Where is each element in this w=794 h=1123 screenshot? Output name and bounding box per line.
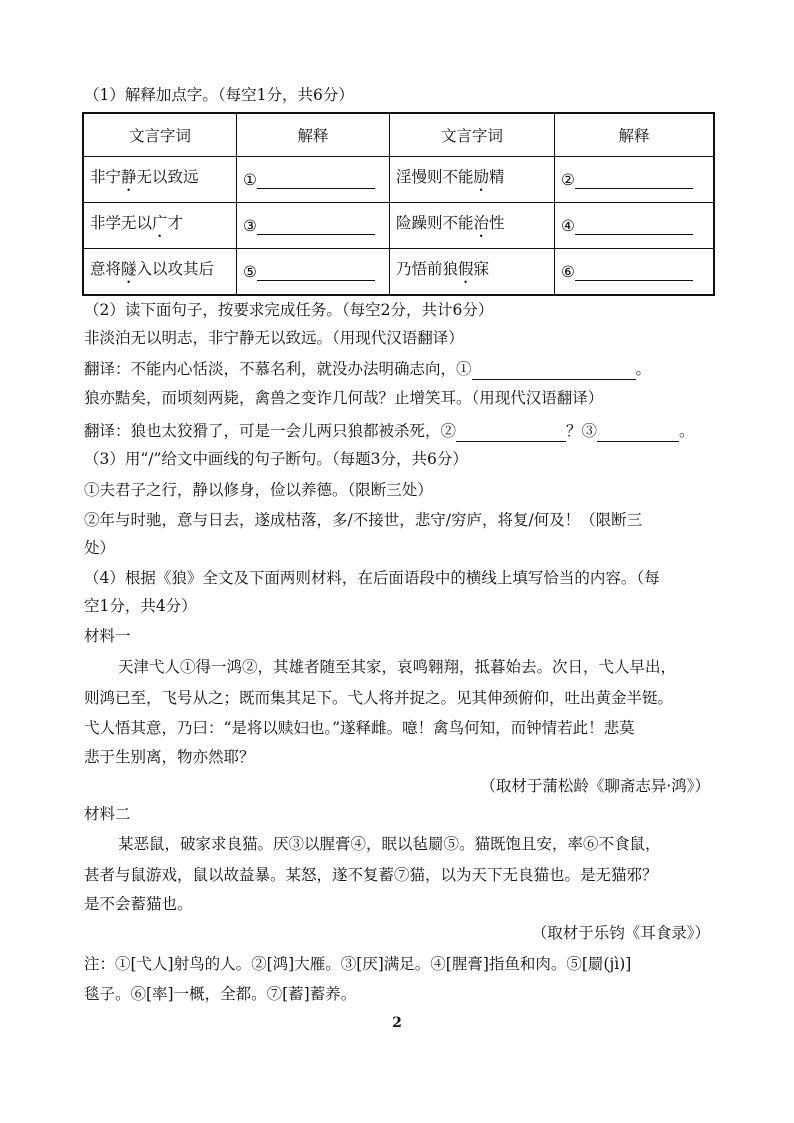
q3-sentence-1: ①夫君子之行，静以修身，俭以养德。（限断三处） <box>84 481 433 499</box>
header-explain: 解释 <box>237 113 390 157</box>
material-1-label: 材料一 <box>84 627 131 645</box>
vocab-table <box>82 112 715 296</box>
q3-sentence-2: ②年与时驰，意与日去，遂成枯落，多/不接世，悲守/穷庐，将复/何及！（限断三 <box>84 511 643 529</box>
material-1-source: （取材于蒲松龄《聊斋志异·鸿》） <box>480 777 710 795</box>
material-2-line: 某恶鼠，破家求良猫。厌③以腥膏④，眠以毡罽⑤。猫既饱且安，率⑥不食鼠， <box>118 835 661 853</box>
answer-cell[interactable]: ② <box>555 157 715 203</box>
table-row <box>83 157 714 203</box>
table-row <box>83 203 714 249</box>
table-header-row <box>83 113 714 157</box>
q3-title: （3）用“/”给文中画线的句子断句。（每题3分，共6分） <box>84 450 468 468</box>
notes: 注：①[弋人]射鸟的人。②[鸿]大雁。③[厌]满足。④[腥膏]指鱼和肉。⑤[罽(jì)] <box>84 955 632 973</box>
answer-blank-3[interactable] <box>597 423 679 442</box>
answer-cell[interactable]: ⑤ <box>237 249 390 296</box>
word-cell: 险躁则不能治性 <box>390 203 555 249</box>
word-cell: 意将隧入以攻其后 <box>83 249 237 296</box>
material-1-line: 悲于生别离，物亦然耶？ <box>84 748 255 766</box>
material-2-label: 材料二 <box>84 805 131 823</box>
answer-blank-2[interactable] <box>456 423 566 442</box>
q3-sentence-2-cont: 处） <box>84 539 116 557</box>
material-2-line: 是不会蓄猫也。 <box>84 895 193 913</box>
word-cell: 非学无以广才 <box>83 203 237 249</box>
notes-cont: 毯子。⑥[率]一概，全都。⑦[蓄]蓄养。 <box>84 985 357 1003</box>
page-number: 2 <box>392 1015 402 1031</box>
material-1-line: 弋人悟其意，乃曰：“是将以赎妇也。”遂释雌。噫！禽鸟何知，而钟情若此！悲莫 <box>84 719 635 737</box>
word-cell: 非宁静无以致远 <box>83 157 237 203</box>
word-cell: 淫慢则不能励精 <box>390 157 555 203</box>
q2-translation-2: 翻译：狼也太狡猾了，可是一会儿两只狼都被杀死，② ？③ 。 <box>84 422 695 440</box>
header-word: 文言字词 <box>390 113 555 157</box>
q4-title-cont: 空1分，共4分） <box>84 597 197 615</box>
answer-cell[interactable]: ⑥ <box>555 249 715 296</box>
answer-cell[interactable]: ① <box>237 157 390 203</box>
word-cell: 乃悟前狼假寐 <box>390 249 555 296</box>
header-explain: 解释 <box>555 113 715 157</box>
q2-translation-1: 翻译：不能内心恬淡，不慕名利，就没办法明确志向，① 。 <box>84 360 652 378</box>
q4-title: （4）根据《狼》全文及下面两则材料，在后面语段中的横线上填写恰当的内容。（每 <box>84 569 660 587</box>
material-1-line: 则鸿已至，飞号从之；既而集其足下。弋人将并捉之。见其伸颈俯仰，吐出黄金半铤。 <box>84 689 674 707</box>
q1-title: （1）解释加点字。（每空1分，共6分） <box>84 86 354 104</box>
material-1-line: 天津弋人①得一鸿②，其雄者随至其家，哀鸣翱翔，抵暮始去。次日，弋人早出， <box>118 658 677 676</box>
answer-cell[interactable]: ④ <box>555 203 715 249</box>
answer-blank-1[interactable] <box>472 361 636 380</box>
answer-cell[interactable]: ③ <box>237 203 390 249</box>
header-word: 文言字词 <box>83 113 237 157</box>
q2-sentence-1: 非淡泊无以明志，非宁静无以致远。（用现代汉语翻译） <box>84 329 464 347</box>
material-2-source: （取材于乐钧《耳食录》） <box>531 924 710 942</box>
q2-sentence-2: 狼亦黠矣，而顷刻两毙，禽兽之变诈几何哉？止增笑耳。（用现代汉语翻译） <box>84 389 604 407</box>
table-row <box>83 249 714 296</box>
material-2-line: 甚者与鼠游戏，鼠以故益暴。某怒，遂不复蓄⑦猫，以为天下无良猫也。是无猫邪？ <box>84 866 658 884</box>
q2-title: （2）读下面句子，按要求完成任务。（每空2分，共计6分） <box>84 301 494 319</box>
